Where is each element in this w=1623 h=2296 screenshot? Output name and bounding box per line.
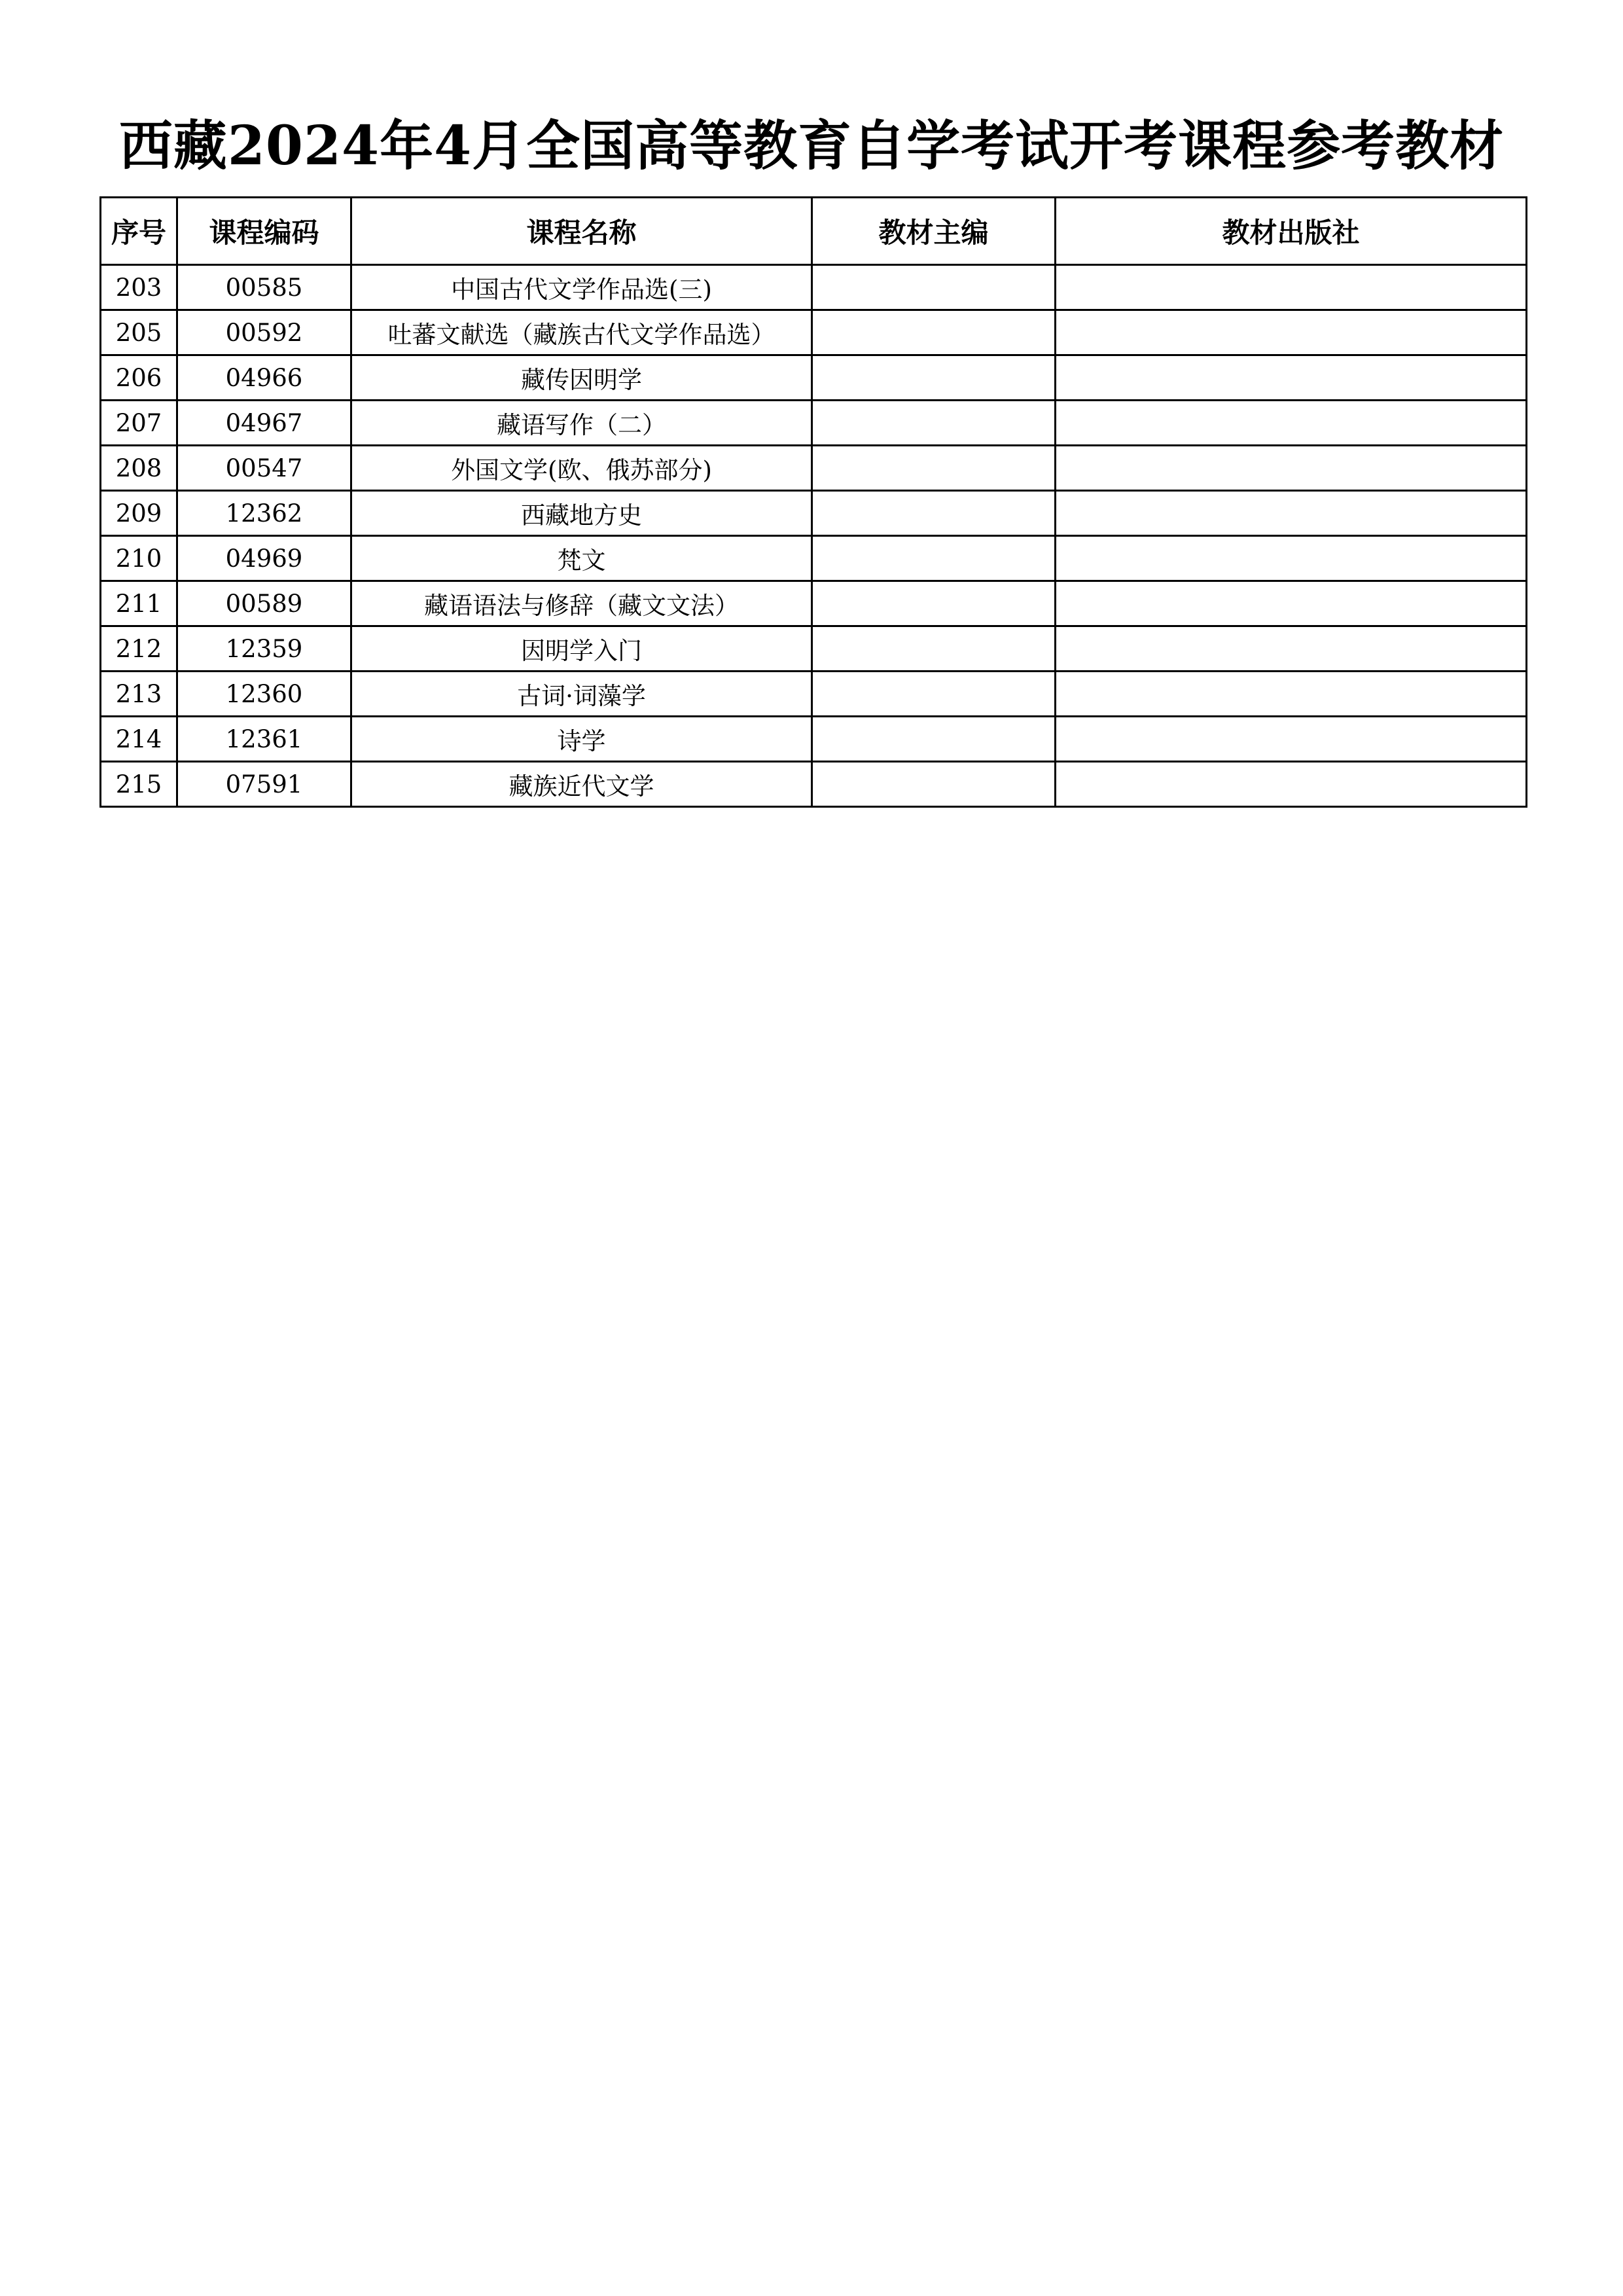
cell-editor [812,672,1056,717]
table-row [101,762,1527,807]
header-code: 课程编码 [177,198,351,265]
cell-publisher [1056,491,1527,536]
cell-name: 因明学入门 [351,626,812,672]
cell-name: 西藏地方史 [351,491,812,536]
course-table [99,196,1527,808]
cell-seq: 213 [101,672,177,717]
cell-name: 梵文 [351,536,812,581]
header-publisher: 教材出版社 [1056,198,1527,265]
cell-code: 04967 [177,401,351,446]
cell-name: 诗学 [351,717,812,762]
table-row [101,446,1527,491]
header-seq: 序号 [101,198,177,265]
cell-publisher [1056,626,1527,672]
cell-editor [812,626,1056,672]
cell-code: 00585 [177,265,351,310]
cell-editor [812,762,1056,807]
cell-seq: 203 [101,265,177,310]
cell-name: 吐蕃文献选（藏族古代文学作品选） [351,310,812,355]
table-row [101,626,1527,672]
cell-seq: 215 [101,762,177,807]
cell-name: 藏族近代文学 [351,762,812,807]
cell-editor [812,265,1056,310]
cell-editor [812,355,1056,401]
cell-seq: 205 [101,310,177,355]
cell-publisher [1056,536,1527,581]
cell-name: 中国古代文学作品选(三) [351,265,812,310]
table-row [101,581,1527,626]
cell-seq: 208 [101,446,177,491]
cell-editor [812,717,1056,762]
cell-code: 12360 [177,672,351,717]
cell-code: 12361 [177,717,351,762]
table-row [101,401,1527,446]
cell-name: 古词·词藻学 [351,672,812,717]
table-row [101,265,1527,310]
cell-seq: 209 [101,491,177,536]
cell-name: 藏传因明学 [351,355,812,401]
table-row [101,355,1527,401]
table-row [101,717,1527,762]
cell-publisher [1056,446,1527,491]
header-name: 课程名称 [351,198,812,265]
cell-editor [812,581,1056,626]
cell-publisher [1056,401,1527,446]
cell-code: 07591 [177,762,351,807]
cell-editor [812,401,1056,446]
table-row [101,672,1527,717]
cell-editor [812,446,1056,491]
cell-code: 04966 [177,355,351,401]
cell-name: 外国文学(欧、俄苏部分) [351,446,812,491]
cell-code: 00547 [177,446,351,491]
cell-code: 00592 [177,310,351,355]
cell-publisher [1056,672,1527,717]
cell-code: 12362 [177,491,351,536]
table-row [101,310,1527,355]
cell-seq: 212 [101,626,177,672]
cell-code: 00589 [177,581,351,626]
cell-publisher [1056,762,1527,807]
cell-editor [812,536,1056,581]
cell-seq: 214 [101,717,177,762]
cell-publisher [1056,717,1527,762]
header-row [101,198,1527,265]
cell-seq: 207 [101,401,177,446]
page-title: 西藏2024年4月全国高等教育自学考试开考课程参考教材 [118,115,1505,177]
cell-seq: 206 [101,355,177,401]
cell-editor [812,310,1056,355]
cell-seq: 210 [101,536,177,581]
cell-code: 12359 [177,626,351,672]
header-editor: 教材主编 [812,198,1056,265]
cell-name: 藏语语法与修辞（藏文文法） [351,581,812,626]
cell-code: 04969 [177,536,351,581]
cell-seq: 211 [101,581,177,626]
cell-publisher [1056,310,1527,355]
cell-name: 藏语写作（二） [351,401,812,446]
cell-publisher [1056,581,1527,626]
cell-publisher [1056,355,1527,401]
cell-publisher [1056,265,1527,310]
table-row [101,536,1527,581]
cell-editor [812,491,1056,536]
table-row [101,491,1527,536]
